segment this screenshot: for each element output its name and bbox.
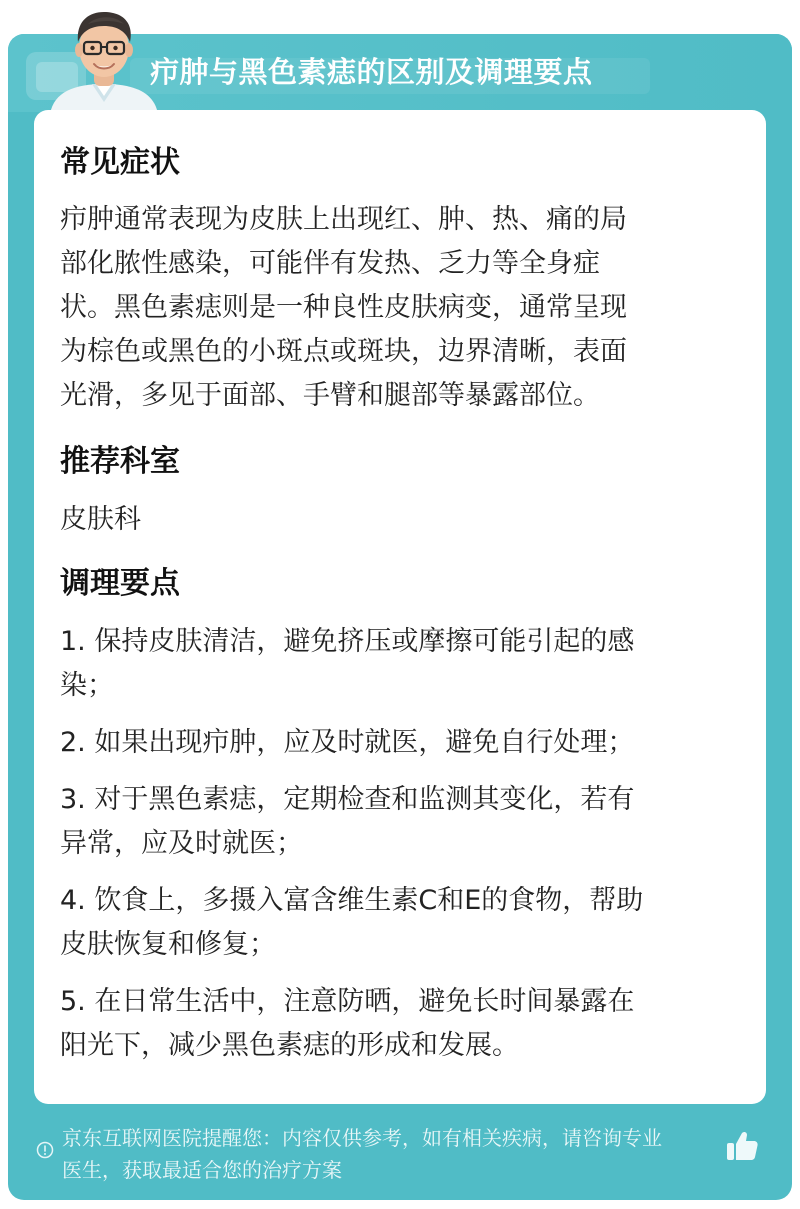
care-item-line: 3. 对于黑色素痣，定期检查和监测其变化，若有: [60, 784, 635, 815]
symptoms-heading: 常见症状: [60, 145, 180, 180]
symptoms-line: 光滑，多见于面部、手臂和腿部等暴露部位。: [60, 380, 600, 411]
department-value: 皮肤科: [60, 504, 141, 535]
care-item-1: [60, 620, 740, 708]
disclaimer-line: 京东互联网医院提醒您：内容仅供参考，如有相关疾病，请咨询专业: [62, 1126, 662, 1150]
page-title: 疖肿与黑色素痣的区别及调理要点: [150, 55, 593, 89]
care-heading: 调理要点: [60, 566, 180, 601]
care-item-2: [60, 721, 740, 765]
care-item-line: 皮肤恢复和修复；: [60, 929, 276, 960]
info-circle-icon: [36, 1141, 54, 1159]
doctor-avatar: [44, 4, 164, 114]
thumbs-up-icon[interactable]: [724, 1128, 760, 1164]
care-item-line: 异常，应及时就医；: [60, 828, 303, 859]
department-heading: 推荐科室: [60, 444, 180, 479]
disclaimer-line: 医生，获取最适合您的治疗方案: [62, 1158, 342, 1182]
symptoms-line: 为棕色或黑色的小斑点或斑块，边界清晰，表面: [60, 336, 627, 367]
care-item-4: [60, 879, 740, 967]
care-item-line: 阳光下，减少黑色素痣的形成和发展。: [60, 1030, 519, 1061]
care-item-line: 4. 饮食上，多摄入富含维生素C和E的食物，帮助: [60, 885, 644, 916]
disclaimer-text: [62, 1122, 724, 1186]
care-item-line: 5. 在日常生活中，注意防晒，避免长时间暴露在: [60, 986, 635, 1017]
care-item-5: [60, 980, 740, 1068]
care-item-line: 2. 如果出现疖肿，应及时就医，避免自行处理；: [60, 727, 635, 758]
symptoms-line: 状。黑色素痣则是一种良性皮肤病变，通常呈现: [60, 292, 627, 323]
care-item-3: [60, 778, 740, 866]
symptoms-line: 疖肿通常表现为皮肤上出现红、肿、热、痛的局: [60, 204, 627, 235]
care-item-line: 1. 保持皮肤清洁，避免挤压或摩擦可能引起的感: [60, 626, 635, 657]
care-item-line: 染；: [60, 670, 114, 701]
symptoms-paragraph: [60, 198, 740, 418]
symptoms-line: 部化脓性感染，可能伴有发热、乏力等全身症: [60, 248, 600, 279]
